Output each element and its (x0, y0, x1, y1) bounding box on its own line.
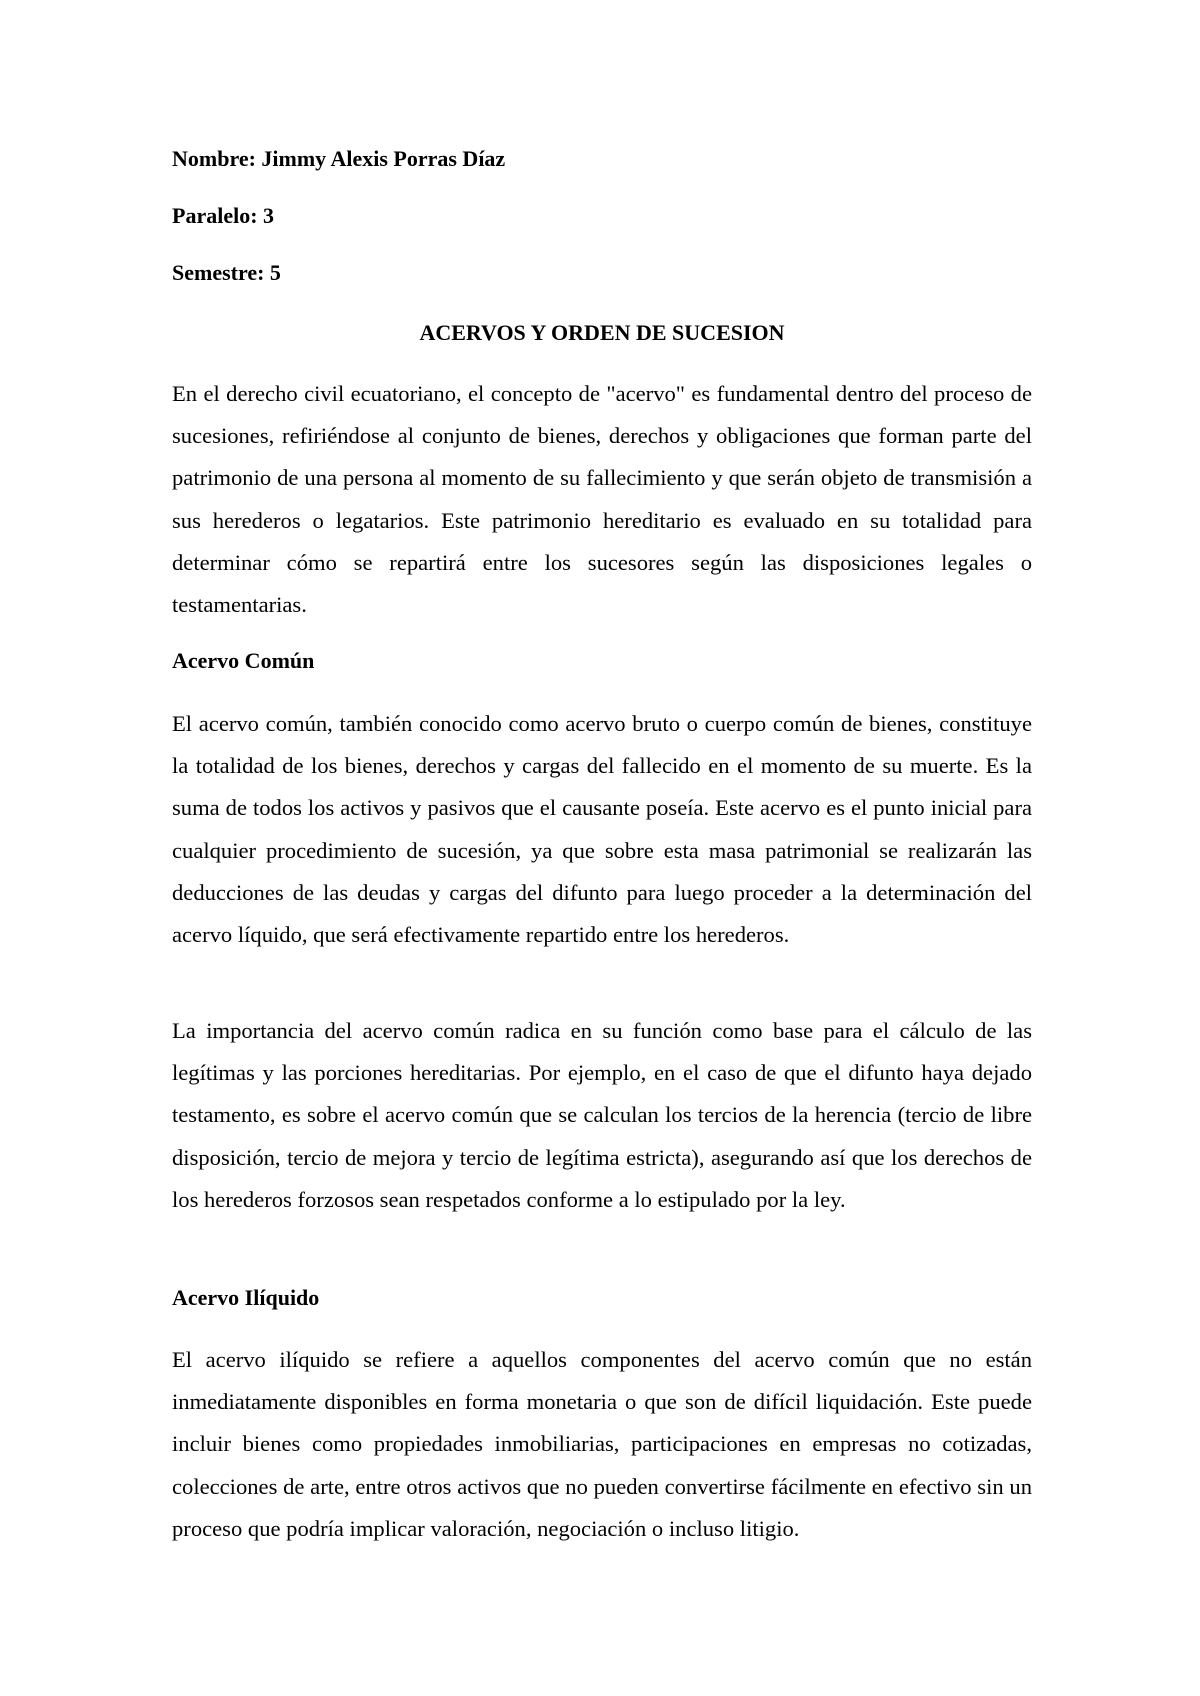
paralelo-line: Paralelo: 3 (172, 203, 275, 228)
section-heading-acervo-iliquido: Acervo Ilíquido (172, 1285, 320, 1310)
section-heading-acervo-comun: Acervo Común (172, 648, 315, 673)
semestre-line: Semestre: 5 (172, 260, 281, 285)
acervo-comun-paragraph-1: El acervo común, también conocido como acervo bruto o cuerpo común de bienes, constituye la totalidad de los bienes, derechos y cargas del fallecido en el momento de su muerte. Es la suma de todos los activos y pasivos que el causante poseía. Este acervo es el punto inicial para cualquier procedimiento de sucesión, ya que sobre esta masa patrimonial se realizarán las deducciones de las deudas y cargas del difunto para luego proceder a la determinación del acervo líquido, que será efectivamente repartido entre los herederos. (172, 711, 1032, 948)
student-name: Nombre: Jimmy Alexis Porras Díaz (172, 146, 506, 171)
acervo-comun-paragraph-2: La importancia del acervo común radica en su función como base para el cálculo de las legítimas y las porciones hereditarias. Por ejemplo, en el caso de que el difunto haya dejado testamento, es sobre el acervo común que se calculan los tercios de la herencia (tercio de libre disposición, tercio de mejora y tercio de legítima estricta), asegurando así que los derechos de los herederos forzosos sean respetados conforme a lo estipulado por la ley. (172, 1018, 1032, 1212)
acervo-iliquido-paragraph-1: El acervo ilíquido se refiere a aquellos componentes del acervo común que no están inmediatamente disponibles en forma monetaria o que son de difícil liquidación. Este puede incluir bienes como propiedades inmobiliarias, participaciones en empresas no cotizadas, colecciones de arte, entre otros activos que no pueden convertirse fácilmente en efectivo sin un proceso que podría implicar valoración, negociación o incluso litigio. (172, 1347, 1032, 1541)
document-title: ACERVOS Y ORDEN DE SUCESION (419, 320, 785, 345)
document-page (172, 0, 1032, 1696)
intro-paragraph: En el derecho civil ecuatoriano, el concepto de "acervo" es fundamental dentro del proceso de sucesiones, refiriéndose al conjunto de bienes, derechos y obligaciones que forman parte del patrimonio de una persona al momento de su fallecimiento y que serán objeto de transmisión a sus herederos o legatarios. Este patrimonio hereditario es evaluado en su totalidad para determinar cómo se repartirá entre los sucesores según las disposiciones legales o testamentarias. (172, 381, 1032, 618)
